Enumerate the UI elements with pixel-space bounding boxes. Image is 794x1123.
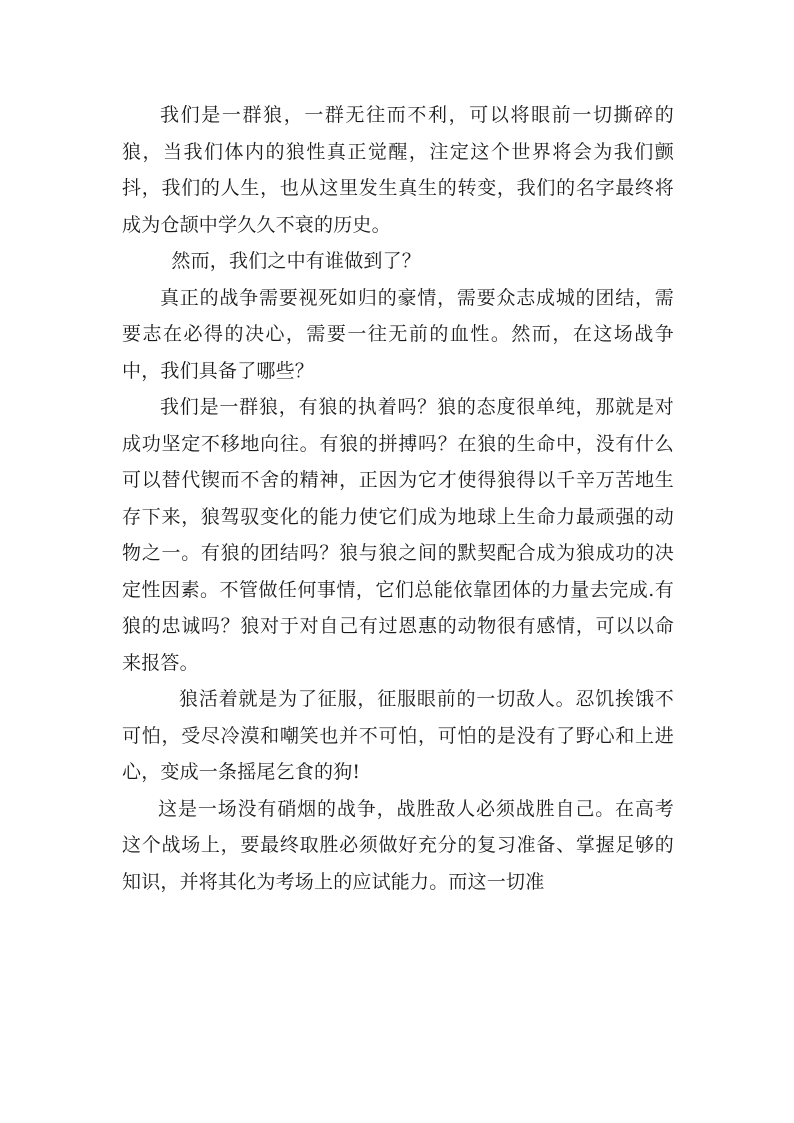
paragraph-4: 我们是一群狼，有狼的执着吗？狼的态度很单纯，那就是对成功坚定不移地向往。有狼的拼搏吗？在狼的生命中，没有什么可以替代锲而不舍的精神，正因为它才使得狼得以千辛万苦地生存下来，狼驾驭变化的能力使它们成为地球上生命力最顽强的动物之一。有狼的团结吗？狼与狼之间的默契配合成为狼成功的决定性因素。不管做任何事情，它们总能依靠团体的力量去完成.有狼的忠诚吗？狼对于对自己有过恩惠的动物很有感情，可以以命来报答。 [122, 396, 674, 674]
paragraph-3: 真正的战争需要视死如归的豪情，需要众志成城的团结，需要志在必得的决心，需要一往无前的血性。然而，在这场战争中，我们具备了哪些？ [122, 286, 674, 382]
paragraph-1: 我们是一群狼，一群无往而不利，可以将眼前一切撕碎的狼，当我们体内的狼性真正觉醒，注定这个世界将会为我们颤抖，我们的人生，也从这里发生真生的转变，我们的名字最终将成为仓颉中学久久不衰的历史。 [122, 104, 674, 236]
paragraph-5: 狼活着就是为了征服，征服眼前的一切敌人。忍饥挨饿不可怕，受尽冷漠和嘲笑也并不可怕，可怕的是没有了野心和上进心，变成一条摇尾乞食的狗! [122, 688, 674, 783]
paragraph-2: 然而，我们之中有谁做到了？ [171, 250, 421, 272]
paragraph-6: 这是一场没有硝烟的战争，战胜敌人必须战胜自己。在高考这个战场上，要最终取胜必须做好充分的复习准备、掌握足够的知识，并将其化为考场上的应试能力。而这一切准 [122, 797, 674, 893]
article-body [122, 97, 674, 900]
